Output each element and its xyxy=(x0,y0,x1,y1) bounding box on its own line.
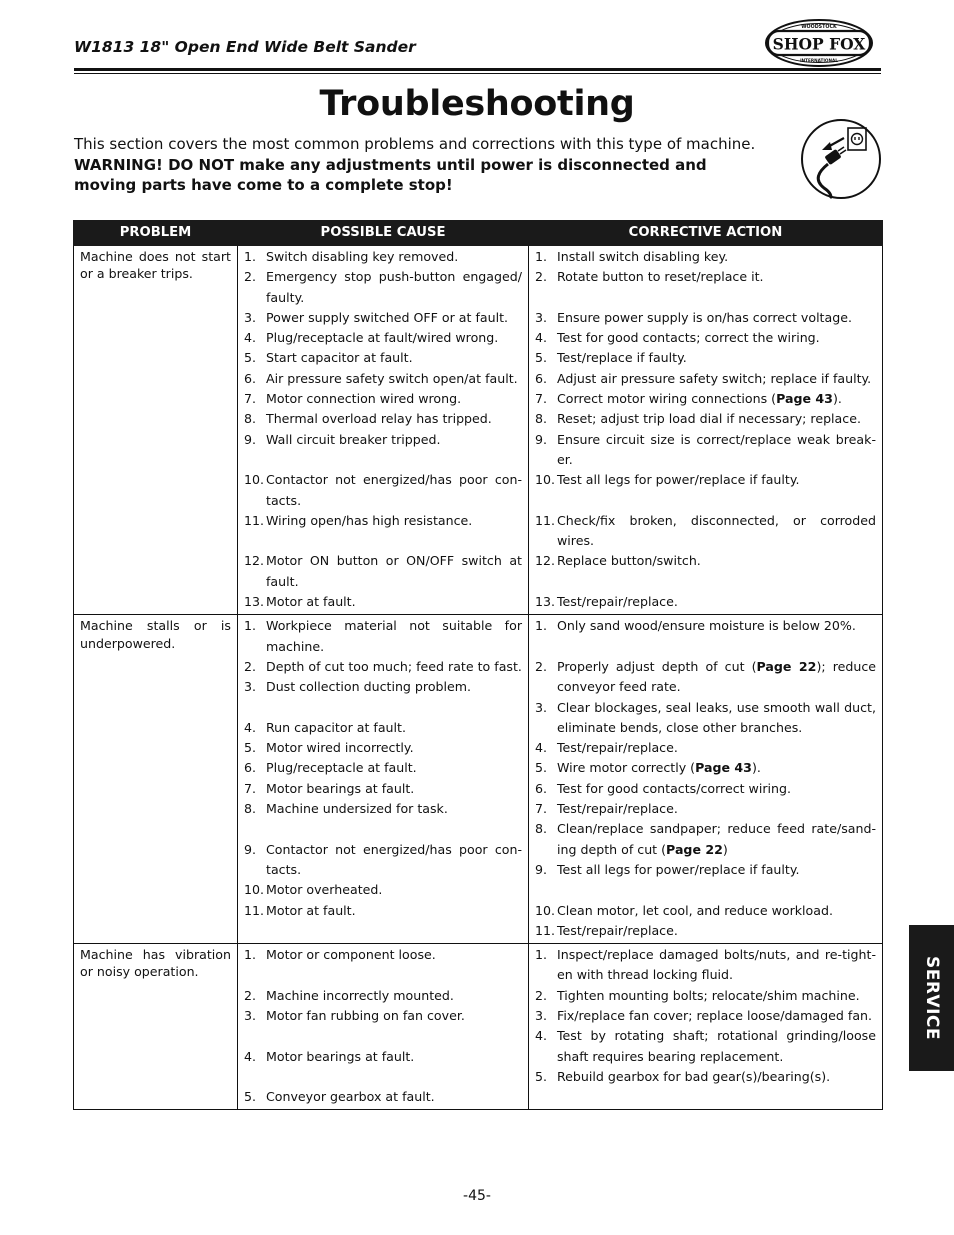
disconnect-power-plug-icon xyxy=(800,118,882,200)
problem-cell: Machine stalls or is underpowered. xyxy=(74,615,238,944)
list-item: 7. Motor bearings at fault. xyxy=(244,780,415,796)
list-item: 10. Contactor not energized/has poor con- tacts. xyxy=(244,472,522,508)
list-item: 6. Air pressure safety switch open/at fault. xyxy=(244,370,518,386)
list-item: 5. Start capacitor at fault. xyxy=(244,350,413,366)
list-item: 7. Test/repair/replace. xyxy=(535,801,678,817)
list-item: 1. Motor or component loose. xyxy=(244,947,436,963)
list-item: 11. Test/repair/replace. xyxy=(535,922,678,938)
action-cell xyxy=(529,246,883,615)
list-item: 6. Adjust air pressure safety switch; replace if faulty. xyxy=(535,370,872,386)
list-item: 5. Conveyor gearbox at fault. xyxy=(244,1089,435,1105)
list-item: 3. Dust collection ducting problem. xyxy=(244,679,472,695)
list-item: 10. Clean motor, let cool, and reduce workload. xyxy=(535,902,833,918)
list-item: 2. Rotate button to reset/replace it. xyxy=(535,269,764,285)
list-item: 5. Rebuild gearbox for bad gear(s)/bearing(s). xyxy=(535,1068,831,1084)
list-item: 8. Clean/replace sandpaper; reduce feed rate/sand- ing depth of cut (Page 22) xyxy=(535,821,876,857)
list-item: 8. Thermal overload relay has tripped. xyxy=(244,411,492,427)
list-item: 2. Tighten mounting bolts; relocate/shim machine. xyxy=(535,987,860,1003)
list-item: 3. Power supply switched OFF or at fault. xyxy=(244,309,509,325)
list-item: 8. Reset; adjust trip load dial if necessary; replace. xyxy=(535,411,861,427)
list-item: 9. Test all legs for power/replace if faulty. xyxy=(535,861,800,877)
header-possible-cause: POSSIBLE CAUSE xyxy=(238,221,529,246)
list-item: 6. Test for good contacts/correct wiring. xyxy=(535,780,792,796)
page-reference: Page 22 xyxy=(666,841,723,857)
list-item: 4. Test for good contacts; correct the wiring. xyxy=(535,330,820,346)
troubleshooting-table xyxy=(73,220,883,1110)
list-item: 2. Depth of cut too much; feed rate to fast. xyxy=(244,658,522,674)
list-item: 2. Machine incorrectly mounted. xyxy=(244,987,454,1003)
shop-fox-logo xyxy=(764,18,874,68)
list-item: 4. Run capacitor at fault. xyxy=(244,719,406,735)
list-item: 9. Ensure circuit size is correct/replace weak break- er. xyxy=(535,431,876,467)
intro-paragraph xyxy=(74,134,774,196)
list-item: 1. Switch disabling key removed. xyxy=(244,249,459,264)
list-item: 10. Motor overheated. xyxy=(244,882,383,898)
list-item: 7. Correct motor wiring connections (Page 43). xyxy=(535,391,842,407)
header-corrective-action: CORRECTIVE ACTION xyxy=(529,221,883,246)
cause-cell xyxy=(238,246,529,615)
section-side-tab xyxy=(909,925,954,1071)
list-item: 13. Test/repair/replace. xyxy=(535,594,678,610)
table-row xyxy=(74,246,883,615)
manual-header-title: W1813 18" Open End Wide Belt Sander xyxy=(74,38,416,56)
list-item: 3. Fix/replace fan cover; replace loose/damaged fan. xyxy=(535,1007,873,1023)
intro-text: This section covers the most common problems and corrections with this type of machine. xyxy=(74,135,756,153)
list-item: 11. Motor at fault. xyxy=(244,902,356,918)
cause-cell xyxy=(238,615,529,944)
header-problem: PROBLEM xyxy=(74,221,238,246)
list-item: 12. Replace button/switch. xyxy=(535,553,701,569)
list-item: 3. Motor fan rubbing on fan cover. xyxy=(244,1007,465,1023)
table-row xyxy=(74,615,883,944)
header-rule-thick xyxy=(74,68,881,71)
list-item: 11. Wiring open/has high resistance. xyxy=(244,512,473,528)
side-tab-label: SERVICE xyxy=(921,955,942,1041)
logo-text: SHOP FOX xyxy=(772,34,866,54)
list-item: 9. Contactor not energized/has poor con- tacts. xyxy=(244,841,522,877)
list-item: 1. Workpiece material not suitable for machine. xyxy=(244,618,522,654)
list-item: 2. Properly adjust depth of cut (Page 22); reduce conveyor feed rate. xyxy=(535,658,876,695)
page-number: -45- xyxy=(463,1188,491,1204)
action-cell xyxy=(529,615,883,944)
list-item: 1. Inspect/replace damaged bolts/nuts, and re-tight- en with thread locking fluid. xyxy=(535,947,876,983)
list-item: 7. Motor connection wired wrong. xyxy=(244,391,462,407)
problem-cell: Machine has vibration or noisy operation. xyxy=(74,944,238,1110)
list-item: 4. Plug/receptacle at fault/wired wrong. xyxy=(244,330,499,346)
list-item: 2. Emergency stop push-button engaged/ faulty. xyxy=(244,269,522,305)
logo-arc-bottom: INTERNATIONAL xyxy=(800,58,838,63)
page-reference: Page 22 xyxy=(756,658,817,674)
table-row xyxy=(74,944,883,1110)
list-item: 1. Install switch disabling key. xyxy=(535,249,729,264)
list-item: 3. Ensure power supply is on/has correct voltage. xyxy=(535,309,852,325)
problem-cell: Machine does not start or a breaker trips. xyxy=(74,246,238,615)
list-item: 4. Motor bearings at fault. xyxy=(244,1048,415,1064)
list-item: 5. Motor wired incorrectly. xyxy=(244,740,414,756)
intro-warning: WARNING! DO NOT make any adjustments until power is disconnected and moving parts have come to a complete stop! xyxy=(74,155,707,194)
page-reference: Page 43 xyxy=(695,760,752,776)
list-item: 9. Wall circuit breaker tripped. xyxy=(244,431,441,447)
page-reference: Page 43 xyxy=(776,391,833,407)
action-cell xyxy=(529,944,883,1110)
cause-cell xyxy=(238,944,529,1110)
header-rule-thin xyxy=(74,73,881,74)
list-item: 13. Motor at fault. xyxy=(244,594,356,610)
list-item: 5. Test/replace if faulty. xyxy=(535,350,687,366)
list-item: 3. Clear blockages, seal leaks, use smooth wall duct, eliminate bends, close other branches. xyxy=(535,699,876,735)
list-item: 11. Check/fix broken, disconnected, or corroded wires. xyxy=(535,512,876,549)
list-item: 5. Wire motor correctly (Page 43). xyxy=(535,760,761,776)
list-item: 6. Plug/receptacle at fault. xyxy=(244,760,417,776)
list-item: 8. Machine undersized for task. xyxy=(244,801,448,817)
list-item: 4. Test by rotating shaft; rotational grinding/loose shaft requires bearing replacement. xyxy=(535,1028,876,1064)
list-item: 4. Test/repair/replace. xyxy=(535,740,678,756)
list-item: 10. Test all legs for power/replace if faulty. xyxy=(535,472,800,488)
table-header-row xyxy=(74,221,883,246)
page-title: Troubleshooting xyxy=(319,84,635,124)
logo-arc-top: WOODSTOCK xyxy=(801,25,837,30)
list-item: 1. Only sand wood/ensure moisture is below 20%. xyxy=(535,618,856,634)
list-item: 12. Motor ON button or ON/OFF switch at fault. xyxy=(244,553,522,589)
